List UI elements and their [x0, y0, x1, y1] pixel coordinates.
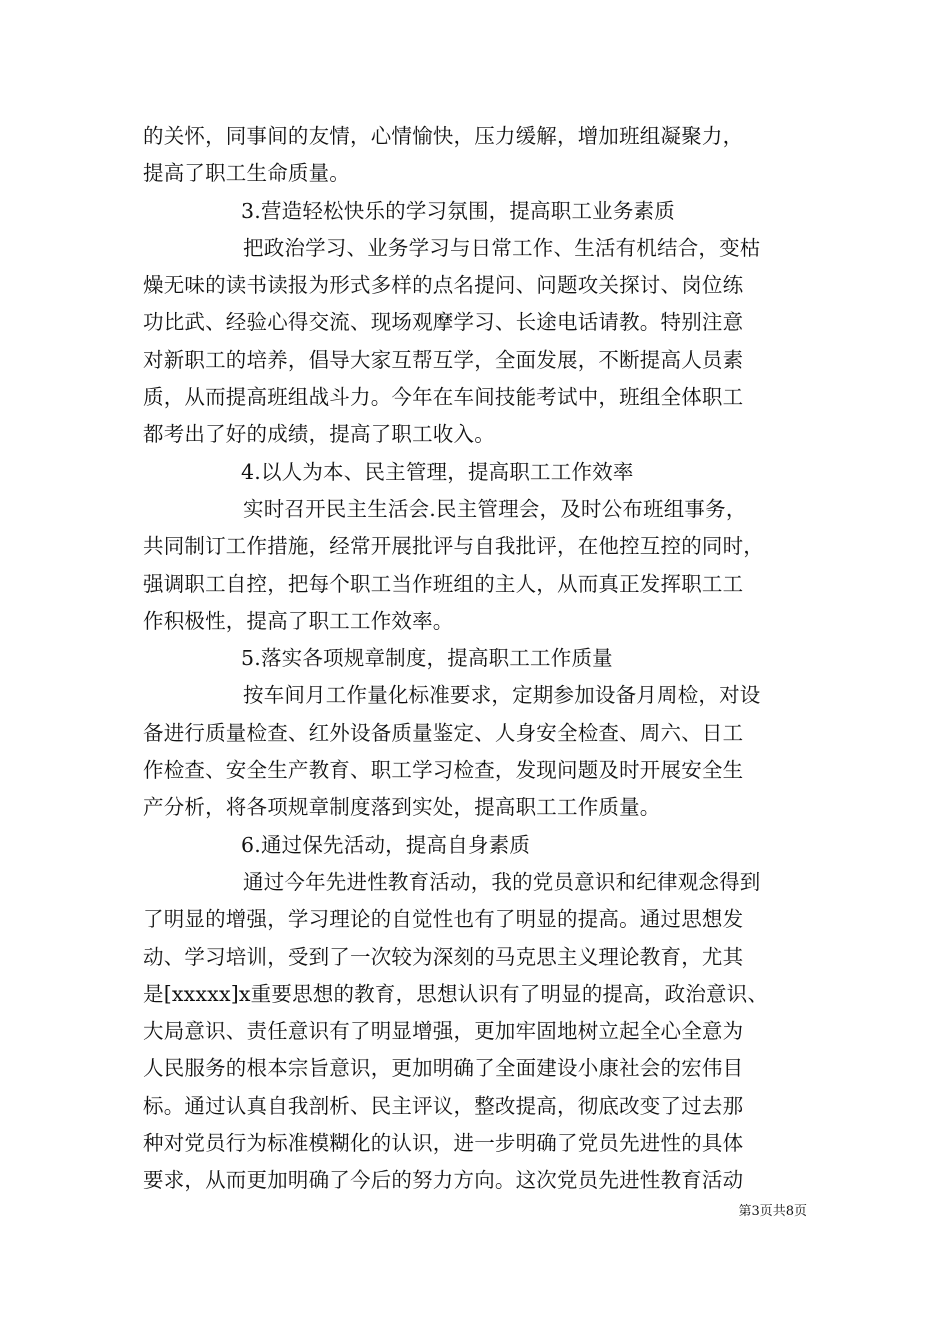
body-line: 大局意识、责任意识有了明显增强，更加牢固地树立起全心全意为 [143, 1019, 744, 1044]
body-line: 的关怀，同事间的友情，心情愉快，压力缓解，增加班组凝聚力， [143, 124, 744, 148]
body-line: 备进行质量检查、红外设备质量鉴定、人身安全检查、周六、日工 [143, 720, 744, 745]
section-heading: 5.落实各项规章制度，提高职工工作质量 [241, 646, 613, 671]
section-heading: 4.以人为本、民主管理，提高职工工作效率 [241, 459, 634, 484]
section-heading: 3.营造轻松快乐的学习氛围，提高职工业务素质 [241, 198, 675, 223]
body-line: 了明显的增强，学习理论的自觉性也有了明显的提高。通过思想发 [143, 907, 744, 932]
body-line: 都考出了好的成绩，提高了职工收入。 [143, 422, 495, 447]
body-line: 要求，从而更加明确了今后的努力方向。这次党员先进性教育活动 [143, 1168, 744, 1193]
document-body [143, 118, 823, 1200]
body-line: 对新职工的培养，倡导大家互帮互学，全面发展，不断提高人员素 [143, 347, 744, 372]
paragraph-first-line: 按车间月工作量化标准要求，定期参加设备月周检，对设 [243, 683, 761, 708]
body-line: 产分析，将各项规章制度落到实处，提高职工工作质量。 [143, 795, 661, 820]
paragraph-first-line: 实时召开民主生活会.民主管理会，及时公布班组事务， [243, 496, 747, 521]
paragraph-first-line: 把政治学习、业务学习与日常工作、生活有机结合，变枯 [243, 235, 761, 260]
body-line: 是[xxxxx]x重要思想的教育，思想认识有了明显的提高，政治意识、 [143, 981, 769, 1006]
page-number-footer: 第3页共8页 [738, 1204, 807, 1219]
body-line: 功比武、经验心得交流、现场观摩学习、长途电话请教。特别注意 [143, 310, 744, 335]
body-line: 提高了职工生命质量。 [143, 161, 350, 186]
body-line: 标。通过认真自我剖析、民主评议，整改提高，彻底改变了过去那 [143, 1093, 744, 1118]
body-line: 燥无味的读书读报为形式多样的点名提问、问题攻关探讨、岗位练 [143, 273, 744, 298]
body-line: 共同制订工作措施，经常开展批评与自我批评，在他控互控的同时， [143, 534, 764, 559]
section-heading: 6.通过保先活动，提高自身素质 [241, 832, 531, 857]
body-line: 人民服务的根本宗旨意识，更加明确了全面建设小康社会的宏伟目 [143, 1056, 744, 1081]
body-line: 作积极性，提高了职工工作效率。 [143, 608, 454, 633]
body-line: 质，从而提高班组战斗力。今年在车间技能考试中，班组全体职工 [143, 385, 744, 410]
body-line: 种对党员行为标准模糊化的认识，进一步明确了党员先进性的具体 [143, 1131, 744, 1156]
body-line: 动、学习培训，受到了一次较为深刻的马克思主义理论教育，尤其 [143, 944, 744, 969]
paragraph-first-line: 通过今年先进性教育活动，我的党员意识和纪律观念得到 [243, 869, 761, 894]
body-line: 强调职工自控，把每个职工当作班组的主人，从而真正发挥职工工 [143, 571, 744, 596]
body-line: 作检查、安全生产教育、职工学习检查，发现问题及时开展安全生 [143, 758, 744, 783]
